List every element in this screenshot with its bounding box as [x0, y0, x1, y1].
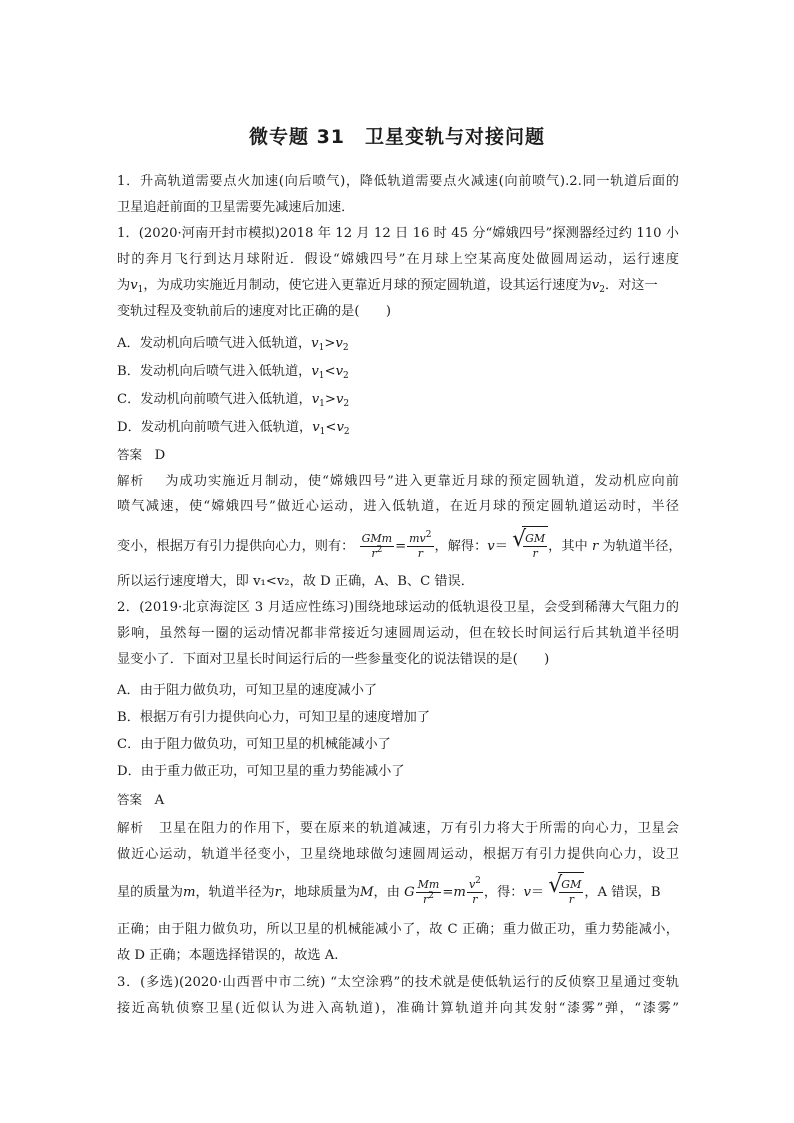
- q2-option-c: C．由于阻力做负功，可知卫星的机械能减小了: [117, 737, 391, 752]
- q2-analysis-line-4: 正确；由于阻力做负功，所以卫星的机械能减小了，故 C 正确；重力做正功，重力势能减小，: [117, 922, 679, 937]
- analysis-text: ，A 错误，B: [584, 885, 661, 900]
- q1-analysis-line-1: [117, 471, 679, 492]
- q1-stem-text: ．对这一: [604, 278, 658, 293]
- q2-option-b: B．根据万有引力提供向心力，可知卫星的速度增加了: [117, 710, 431, 725]
- analysis-text: 卫星在阻力的作用下，要在原来的轨道减速，万有引力将大于所需的向心力，卫星会: [159, 821, 679, 836]
- option-text: B．发动机向后喷气进入低轨道，: [117, 364, 312, 379]
- analysis-label: 解析: [117, 820, 144, 835]
- q1-option-b: B．发动机向后喷气进入低轨道，$v_1<v_2$: [117, 364, 349, 381]
- q2-analysis-line-1: [117, 818, 679, 839]
- analysis-text: ，解得：: [434, 539, 488, 554]
- analysis-text: ，由: [373, 885, 400, 900]
- q1-option-a: A．发动机向后喷气进入低轨道，$v_1>v_2$: [117, 336, 349, 353]
- q1-analysis-line-2: 喷气减速，使“嫦娥四号”做近心运动，进入低轨道，在近月球的预定圆轨道运动时，半径: [117, 499, 679, 514]
- q3-stem-line-2: 接近高轨侦察卫星(近似认为进入高轨道)，准确计算轨道并向其发射“漆雾”弹，“漆雾”: [117, 1001, 679, 1016]
- q2-stem-line-3: 显变小了．下面对卫星长时间运行后的一些参量变化的说法错误的是( ): [117, 652, 550, 667]
- q1-option-c: C．发动机向前喷气进入低轨道，$v_1>v_2$: [117, 392, 350, 409]
- gravity-fraction: $\frac{Mm}{r^2}$: [417, 878, 440, 906]
- q1-stem-line-3: 为$v_1$，为成功实施近月制动，使它进入更靠近月球的预定圆轨道，设其运行速度为$v_2$．对这一: [117, 278, 658, 295]
- q2-stem-line-1: 2．(2019·北京海淀区 3 月适应性练习)围绕地球运动的低轨退役卫星，会受到稀薄大气阻力的: [117, 600, 679, 615]
- q1-stem-text: 为: [117, 278, 131, 293]
- q2-stem-line-2: 影响，虽然每一圈的运动情况都非常接近匀速圆周运动，但在较长时间运行后其轨道半径明: [117, 626, 679, 641]
- q1-analysis-line-4: 所以运行速度增大，即 v₁<v₂，故 D 正确，A、B、C 错误．: [117, 574, 474, 589]
- intro-line-2: 卫星追赶前面的卫星需要先减速后加速．: [117, 200, 355, 215]
- sqrt-gm-over-r: √ $\frac{GM}{r}$: [512, 526, 548, 567]
- q1-stem-line-2: 时的奔月飞行到达月球附近．假设“嫦娥四号”在月球上空某高度处做圆周运动，运行速度: [117, 252, 679, 267]
- gravity-fraction: $\frac{\text{GMm}}{r^2}$: [361, 532, 393, 560]
- page-title: 微专题 31 卫星变轨与对接问题: [248, 126, 546, 148]
- analysis-text: 星的质量为: [117, 885, 183, 900]
- q1-answer: [117, 445, 679, 466]
- q2-analysis-line-3: 星的质量为m，轨道半径为r，地球质量为M，由 G $\frac{Mm}{r^2}$ =m $\frac{v^2}{r}$ ，得：v＝ √ $\frac{GM}{r}$ ，A 错误，B: [117, 872, 679, 913]
- answer-value: D: [154, 448, 166, 463]
- q2-analysis-line-5: 故 D 正确；本题选择错误的，故选 A.: [117, 948, 339, 963]
- centripetal-fraction: $\frac{mv^2}{r}$: [409, 530, 432, 560]
- q2-answer: [117, 790, 679, 811]
- sqrt-gm-over-r: √ $\frac{GM}{r}$: [548, 872, 584, 913]
- option-text: A．发动机向后喷气进入低轨道，: [117, 336, 312, 351]
- analysis-text: ，轨道半径为: [195, 885, 275, 900]
- analysis-text: 变小，根据万有引力提供向心力，则有：: [117, 539, 355, 554]
- intro-line-1: 1．升高轨道需要点火加速(向后喷气)，降低轨道需要点火减速(向前喷气).2.同一轨道后面的: [117, 174, 679, 189]
- answer-label: 答案: [117, 792, 143, 807]
- option-text: C．发动机向前喷气进入低轨道，: [117, 392, 312, 407]
- analysis-text: ，其中: [548, 539, 588, 554]
- analysis-text: ，得：: [483, 885, 524, 900]
- q1-analysis-line-3: 变小，根据万有引力提供向心力，则有： $\frac{\text{GMm}}{r^2}$ = $\frac{mv^2}{r}$ ，解得：v＝ √ $\frac{GM}{r}$ ，其中 r 为轨道半径，: [117, 526, 679, 567]
- answer-label: 答案: [117, 447, 143, 462]
- q2-option-d: D．由于重力做正功，可知卫星的重力势能减小了: [117, 764, 405, 779]
- q3-stem-line-1: 3．(多选)(2020·山西晋中市二统) “太空涂鸦”的技术就是使低轨运行的反侦察卫星通过变轨: [117, 975, 679, 990]
- q2-analysis-line-2: 做近心运动，轨道半径变小，卫星绕地球做匀速圆周运动，根据万有引力提供向心力，设卫: [117, 847, 679, 862]
- option-text: D．发动机向前喷气进入低轨道，: [117, 420, 313, 435]
- centripetal-fraction: $\frac{v^2}{r}$: [468, 876, 481, 906]
- q1-stem-line-1: 1．(2020·河南开封市模拟)2018 年 12 月 12 日 16 时 45 分“嫦娥四号”探测器经过约 110 小: [117, 226, 679, 241]
- analysis-text: 为成功实施近月制动，使“嫦娥四号”进入更靠近月球的预定圆轨道，发动机应向前: [165, 474, 679, 489]
- analysis-text: 为轨道半径，: [602, 539, 682, 554]
- q1-option-d: D．发动机向前喷气进入低轨道，$v_1<v_2$: [117, 420, 350, 437]
- analysis-label: 解析: [117, 473, 145, 488]
- q1-stem-text: ，为成功实施近月制动，使它进入更靠近月球的预定圆轨道，设其运行速度为: [143, 278, 592, 293]
- q2-option-a: A．由于阻力做负功，可知卫星的速度减小了: [117, 683, 378, 698]
- q1-stem-line-4: 变轨过程及变轨前后的速度对比正确的是( ): [117, 304, 392, 319]
- analysis-text: ，地球质量为: [280, 885, 361, 900]
- answer-value: A: [154, 793, 165, 808]
